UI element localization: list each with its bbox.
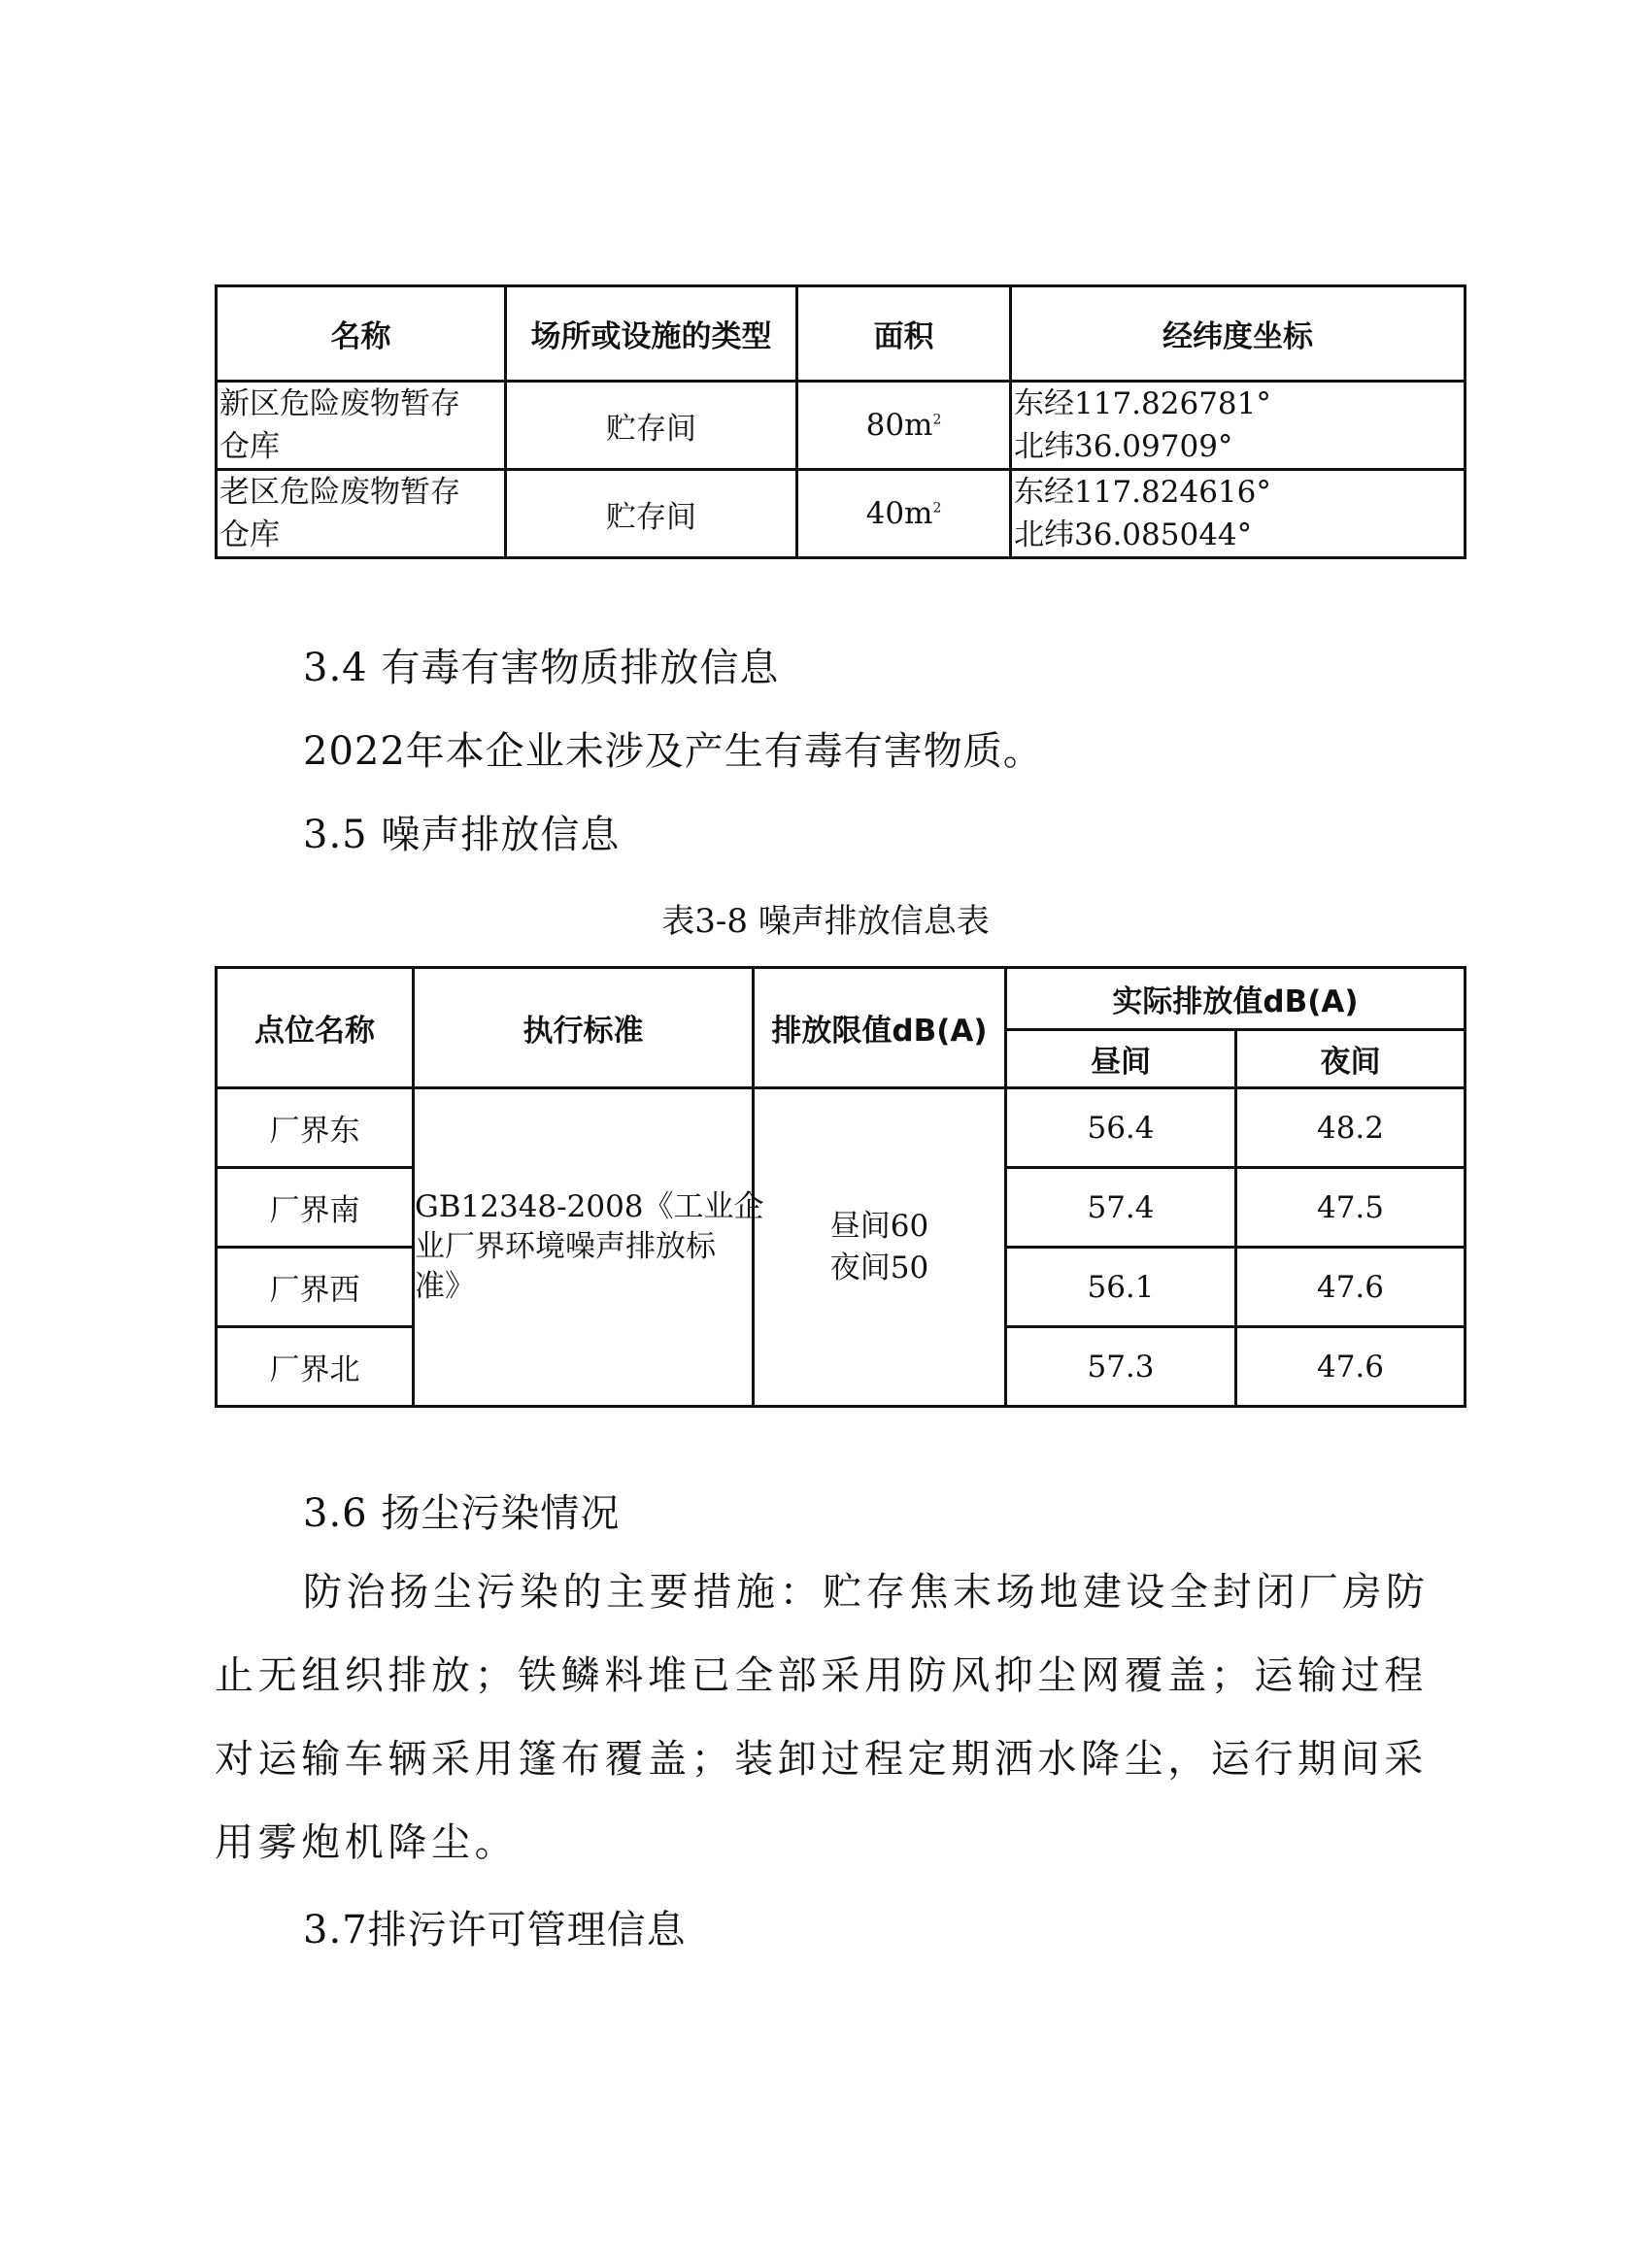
header-name: 名称 (217, 286, 506, 382)
section-3-5-heading: 3.5 噪声排放信息 (303, 813, 621, 857)
header-night: 夜间 (1236, 1030, 1466, 1088)
cell-type: 贮存间 (506, 470, 797, 558)
header-area: 面积 (797, 286, 1011, 382)
section-3-6-heading: 3.6 扬尘污染情况 (303, 1491, 621, 1536)
limit-line: 夜间50 (829, 1250, 929, 1285)
longitude: 东经117.826781° (1014, 386, 1271, 421)
cell-area (797, 470, 1011, 558)
noise-table-caption: 表3-8 噪声排放信息表 (661, 902, 990, 941)
cell-night: 47.6 (1236, 1248, 1466, 1327)
cell-limit (754, 1088, 1006, 1407)
cell-coordinates (1011, 382, 1466, 470)
name-line: 老区危险废物暂存 (219, 475, 460, 510)
area-unit-exponent: 2 (932, 412, 942, 428)
name-line: 仓库 (219, 517, 280, 552)
cell-day: 57.3 (1006, 1327, 1236, 1407)
cell-standard (414, 1088, 764, 1407)
header-type: 场所或设施的类型 (506, 286, 797, 382)
table-row (217, 1088, 1466, 1168)
standard-line: GB12348-2008《工业企 (415, 1189, 764, 1224)
header-standard: 执行标准 (414, 968, 754, 1088)
cell-night: 47.6 (1236, 1327, 1466, 1407)
table-row (217, 470, 1466, 558)
section-3-4-heading: 3.4 有毒有害物质排放信息 (303, 646, 780, 690)
standard-line: 准》 (415, 1269, 475, 1304)
header-point: 点位名称 (217, 968, 414, 1088)
cell-night: 47.5 (1236, 1168, 1466, 1248)
cell-area (797, 382, 1011, 470)
header-actual: 实际排放值dB(A) (1006, 968, 1466, 1030)
cell-point: 厂界东 (217, 1088, 414, 1168)
header-day: 昼间 (1006, 1030, 1236, 1088)
cell-type: 贮存间 (506, 382, 797, 470)
area-value: 80m (865, 408, 933, 443)
area-unit-exponent: 2 (932, 500, 942, 517)
cell-day: 57.4 (1006, 1168, 1236, 1248)
cell-name (217, 382, 506, 470)
storage-table (215, 284, 1466, 559)
section-3-6-text: 防治扬尘污染的主要措施：贮存焦末场地建设全封闭厂房防止无组织排放；铁鳞料堆已全部采用防风抑尘网覆盖；运输过程对运输车辆采用篷布覆盖；装卸过程定期洒水降尘，运行期间采用雾炮机降尘。 (215, 1570, 1430, 1865)
limit-line: 昼间60 (829, 1208, 929, 1244)
table-row (217, 382, 1466, 470)
cell-night: 48.2 (1236, 1088, 1466, 1168)
cell-point: 厂界南 (217, 1168, 414, 1248)
cell-point: 厂界北 (217, 1327, 414, 1407)
standard-line: 业厂界环境噪声排放标 (415, 1229, 716, 1264)
cell-day: 56.4 (1006, 1088, 1236, 1168)
name-line: 仓库 (219, 429, 280, 464)
cell-coordinates (1011, 470, 1466, 558)
latitude: 北纬36.085044° (1014, 517, 1253, 552)
latitude: 北纬36.09709° (1014, 429, 1233, 464)
header-coordinates: 经纬度坐标 (1011, 286, 1466, 382)
area-value: 40m (865, 496, 933, 531)
noise-table-header-row-1 (217, 968, 1466, 1030)
cell-point: 厂界西 (217, 1248, 414, 1327)
cell-name (217, 470, 506, 558)
longitude: 东经117.824616° (1014, 475, 1271, 510)
section-3-4-text: 2022年本企业未涉及产生有毒有害物质。 (303, 729, 1043, 774)
name-line: 新区危险废物暂存 (219, 386, 460, 421)
noise-table (215, 966, 1466, 1408)
storage-table-header (217, 286, 1466, 382)
section-3-7-heading: 3.7排污许可管理信息 (303, 1908, 687, 1952)
cell-day: 56.1 (1006, 1248, 1236, 1327)
header-limit: 排放限值dB(A) (754, 968, 1006, 1088)
